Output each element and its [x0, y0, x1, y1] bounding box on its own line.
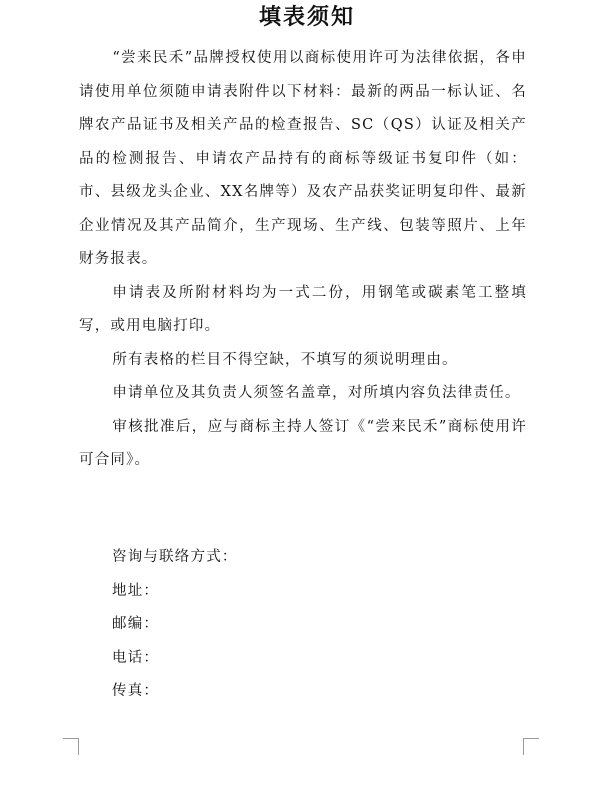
paragraph-copies: 申请表及所附材料均为一式二份，用钢笔或碳素笔工整填写，或用电脑打印。 [79, 284, 527, 334]
paragraph-contract: 审核批准后，应与商标主持人签订《“尝来民禾”商标使用许可合同》。 [79, 418, 527, 468]
contact-heading: 咨询与联络方式： [112, 549, 238, 565]
address-label: 地址： [112, 582, 160, 599]
paragraph-fields: 所有表格的栏目不得空缺，不填写的须说明理由。 [112, 351, 458, 368]
document-body [79, 42, 527, 478]
page-title: 填表须知 [258, 5, 355, 30]
paragraph-signature: 申请单位及其负责人须签名盖章，对所填内容负法律责任。 [112, 385, 521, 401]
paragraph-materials: “尝来民禾”品牌授权使用以商标使用许可为法律依据，各申请使用单位须随申请表附件以下材料：最新的两品一标认证、名牌农产品证书及相关产品的检查报告、SC（QS）认证及相关产品的检测报告、申请农产品持有的商标等级证书复印件（如：市、县级龙头企业、XX名牌等）及农产品获奖证明复印件、最新企业情况及其产品简介，生产现场、生产线、包装等照片、上年财务报表。 [79, 50, 527, 267]
phone-label: 电话： [112, 649, 160, 666]
fax-label: 传真： [112, 683, 160, 699]
page-corner-mark-right [523, 738, 539, 755]
page-corner-mark-left [63, 738, 79, 755]
contact-section [112, 541, 238, 709]
postcode-label: 邮编： [112, 616, 160, 632]
